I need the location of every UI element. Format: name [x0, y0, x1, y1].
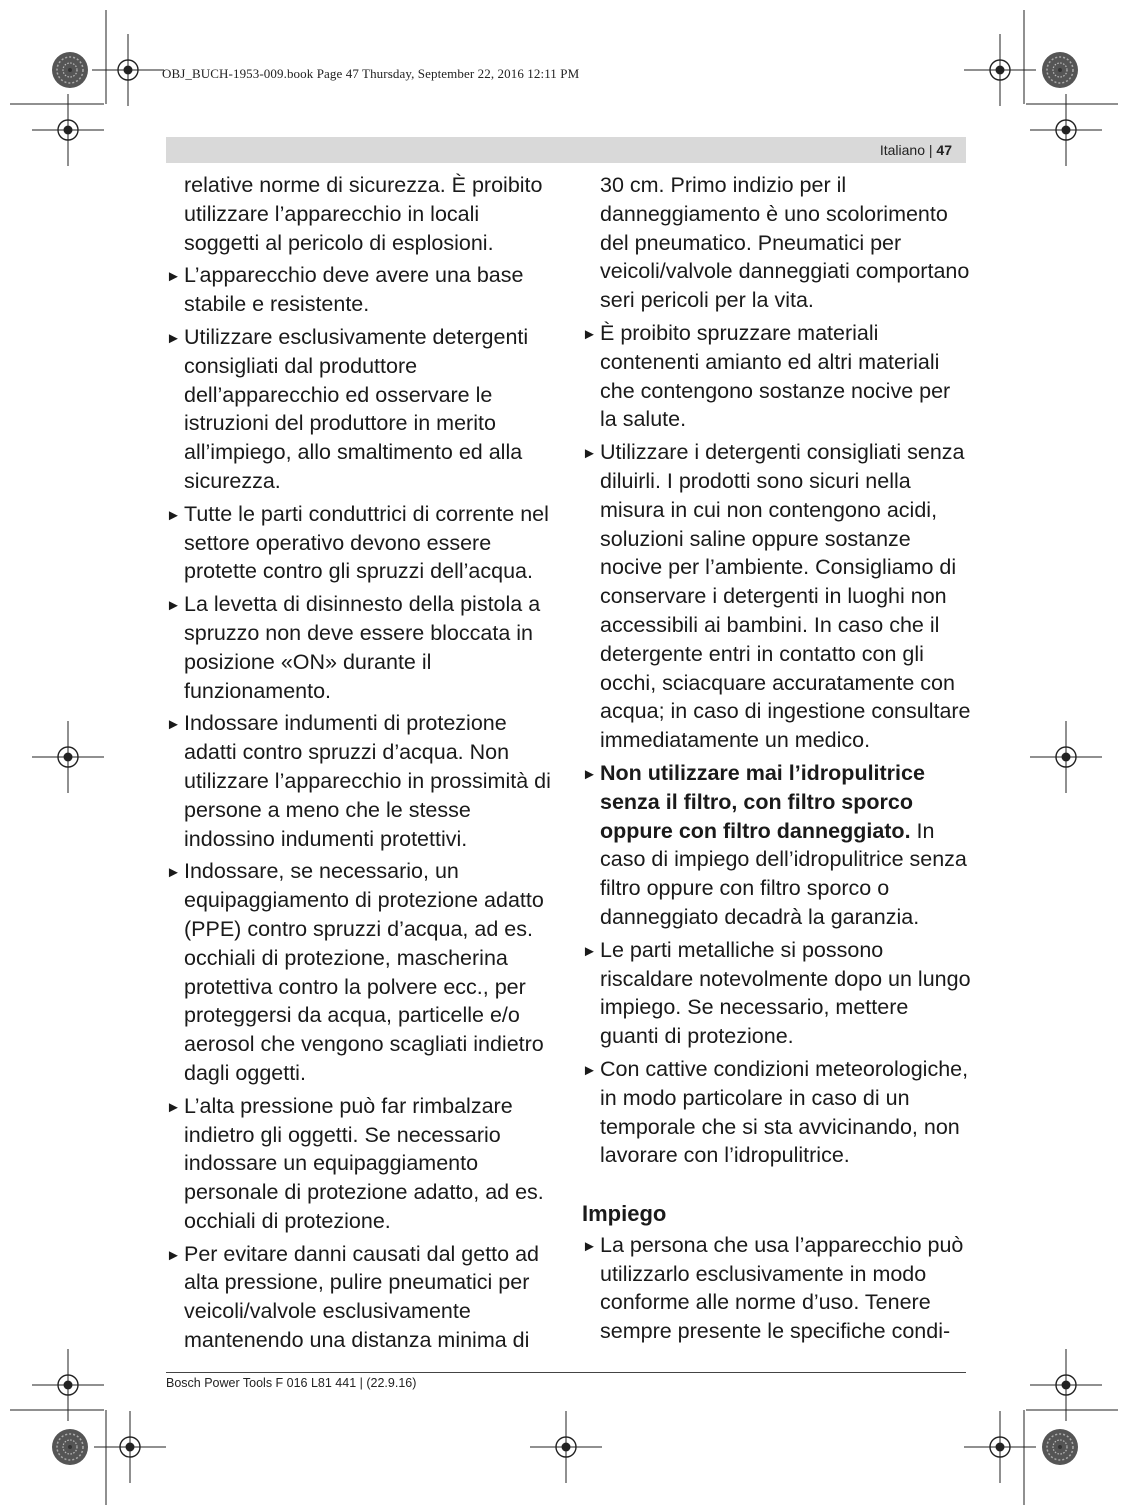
- registration-star-top-right: [1042, 52, 1078, 88]
- left-continuation: relative norme di sicurezza. È proibito utilizzare l’apparecchio in locali soggetti al pericolo di esplosioni.: [184, 173, 543, 255]
- safety-bullet: ► Le parti metalliche si possono riscaldare notevolmente dopo un lungo impiego. Se necessario, mettere guanti di protezione.: [582, 937, 971, 1049]
- registration-mark-top-right: [964, 34, 1036, 106]
- registration-mark-right-upper: [1030, 94, 1102, 166]
- bullet-marker: ►: [166, 268, 181, 286]
- print-info-line: OBJ_BUCH-1953-009.book Page 47 Thursday, September 22, 2016 12:11 PM: [162, 66, 580, 81]
- safety-bullet: ► Con cattive condizioni meteorologiche, in modo particolare in caso di un temporale che si sta avvicinando, non lavorare con l’idropulitrice.: [582, 1056, 969, 1168]
- safety-bullet: ► Per evitare danni causati dal getto ad alta pressione, pulire pneumatici per veicoli/valvole esclusivamente mantenendo una distanza minima di: [166, 1241, 539, 1353]
- safety-bullet: ► È proibito spruzzare materiali contenenti amianto ed altri materiali che contengono sostanze nocive per la salute.: [582, 320, 951, 432]
- safety-bullet: ► Tutte le parti conduttrici di corrente nel settore operativo devono essere protette contro gli spruzzi dell’acqua.: [166, 501, 549, 584]
- header-separator: |: [925, 142, 937, 158]
- bullet-marker: ►: [582, 1061, 597, 1079]
- bullet-marker: ►: [166, 506, 181, 524]
- running-header: [166, 137, 966, 163]
- registration-mark-bottom-right: [964, 1411, 1036, 1483]
- safety-bullet: ► La levetta di disinnesto della pistola a spruzzo non deve essere bloccata in posizione «ON» durante il funzionamento.: [166, 592, 541, 703]
- bullet-marker: ►: [582, 325, 597, 343]
- bullet-marker: ►: [166, 1098, 181, 1116]
- registration-mark-left-upper: [32, 94, 104, 166]
- usage-bullet: ► La persona che usa l’apparecchio può utilizzarlo esclusivamente in modo conforme alle norme d’uso. Tenere sempre presente le specifiche condi-: [582, 1232, 964, 1344]
- section-title-impiego: Impiego: [582, 1201, 667, 1227]
- registration-mark-right-middle: [1030, 721, 1102, 793]
- registration-mark-bottom-left: [94, 1411, 166, 1483]
- registration-star-bottom-left: [52, 1429, 88, 1465]
- right-continuation: 30 cm. Primo indizio per il danneggiamento è uno scolorimento del pneumatico. Pneumatici per veicoli/valvole danneggiati comportano seri pericoli per la vita.: [600, 173, 970, 313]
- bullet-marker: ►: [166, 864, 181, 882]
- bullet-marker: ►: [166, 329, 181, 347]
- bullet-marker: ►: [166, 1246, 181, 1264]
- warning-bold-text: Non utilizzare mai l’idropulitrice senza il filtro, con filtro sporco oppure con filtro danneggiato.: [600, 760, 925, 843]
- safety-bullet: ► Indossare indumenti di protezione adatti contro spruzzi d’acqua. Non utilizzare l’apparecchio in prossimità di persone a meno che le stesse indossino indumenti protettivi.: [166, 711, 551, 851]
- bullet-marker: ►: [166, 716, 181, 734]
- safety-bullet: ► Utilizzare esclusivamente detergenti consigliati dal produttore dell’apparecchio ed osservare le istruzioni del produttore in merito all’impiego, allo smaltimento ed alla sicurezza.: [166, 324, 529, 493]
- header-language: Italiano: [879, 142, 925, 158]
- bullet-marker: ►: [582, 1237, 597, 1255]
- bullet-marker: ►: [582, 765, 597, 783]
- warning-bullet: [582, 759, 972, 932]
- right-column: [582, 171, 972, 1350]
- safety-bullet: ► L’alta pressione può far rimbalzare indietro gli oggetti. Se necessario indossare un equipaggiamento personale di protezione adatto, ad es. occhiali di protezione.: [166, 1093, 544, 1233]
- safety-bullet: ► Utilizzare i detergenti consigliati senza diluirli. I prodotti sono sicuri nella misura in cui non contengono acidi, soluzioni saline oppure sostanze nocive per l’ambiente. Consigliamo di conservare i detergenti in luoghi non accessibili ai bambini. In caso che il detergente entri in contatto con gli occhi, sciacquare accuratamente con acqua; in caso di ingestione consultare immediatamente un medico.: [582, 440, 971, 753]
- safety-bullet: ► L’apparecchio deve avere una base stabile e resistente.: [166, 263, 524, 317]
- registration-mark-left-middle: [32, 721, 104, 793]
- bullet-marker: ►: [582, 942, 597, 960]
- footer-rule: [166, 1372, 966, 1373]
- left-column: [166, 171, 556, 1359]
- registration-star-bottom-right: [1042, 1429, 1078, 1465]
- footer-text: Bosch Power Tools F 016 L81 441 | (22.9.16): [166, 1376, 417, 1390]
- registration-star-top-left: [52, 52, 88, 88]
- registration-mark-top-left: [92, 34, 164, 106]
- page-number: 47: [936, 142, 952, 158]
- header-text: [880, 142, 952, 158]
- safety-bullet: ► Indossare, se necessario, un equipaggiamento di protezione adatto (PPE) contro spruzzi d’acqua, ad es. occhiali di protezione, mascherina protettiva contro la polvere ecc., per proteggersi da acqua, particelle e/o aerosol che vengono scagliati indietro dagli oggetti.: [166, 859, 544, 1085]
- warning-rest-text: In caso di impiego dell’idropulitrice senza filtro oppure con filtro sporco o danneggiato decadrà la garanzia.: [600, 818, 967, 929]
- registration-mark-bottom-center: [530, 1411, 602, 1483]
- bullet-marker: ►: [582, 445, 597, 463]
- bullet-marker: ►: [166, 597, 181, 615]
